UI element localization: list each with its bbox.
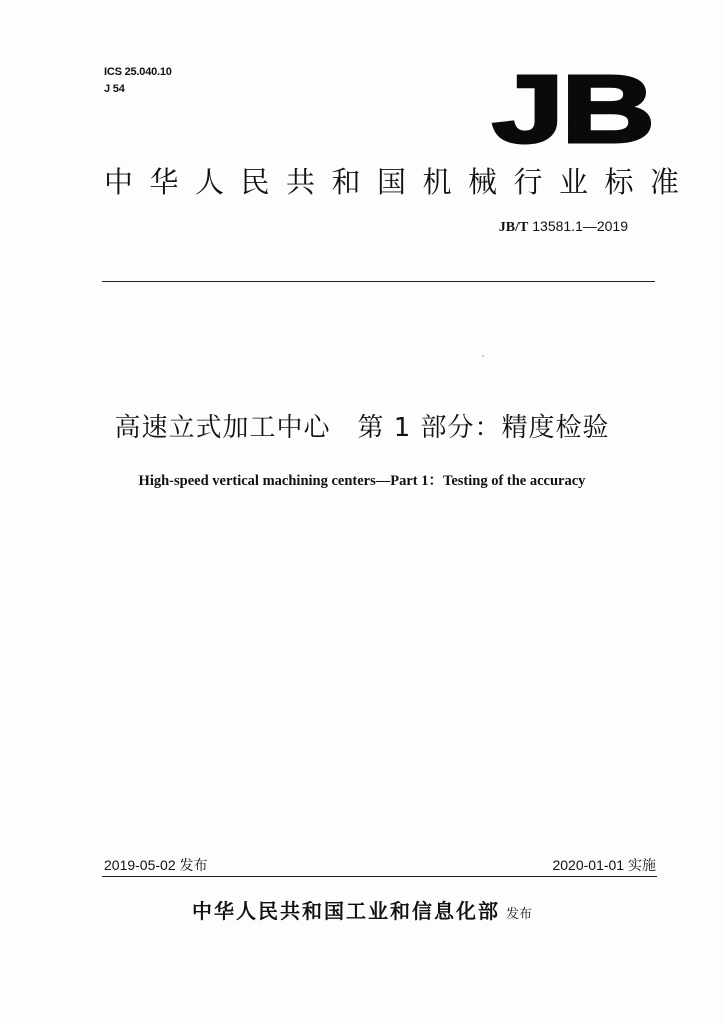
jb-logo: JB (492, 56, 653, 163)
ics-code: ICS 25.040.10 (104, 66, 172, 78)
document-title-english: High-speed vertical machining centers—Part 1：Testing of the accuracy (138, 473, 586, 489)
standard-number (499, 218, 628, 236)
standard-number-value: 13581.1—2019 (528, 218, 628, 234)
footer-divider (102, 876, 657, 877)
issuer-action: 发布 (505, 907, 532, 922)
issuer-name: 中华人民共和国工业和信息化部 (191, 899, 500, 923)
document-title-chinese: 高速立式加工中心 第 1 部分：精度检验 (114, 413, 610, 443)
classification-codes (104, 64, 172, 98)
standard-category-title: 中华人民共和国机械行业标准 (104, 165, 696, 199)
standard-number-prefix: JB/T (498, 220, 529, 235)
ccs-code: J 54 (104, 83, 125, 95)
header-divider (102, 281, 655, 282)
issuing-authority (0, 895, 724, 924)
scan-speck (482, 355, 484, 357)
implementation-date: 2020-01-01 实施 (552, 857, 656, 873)
issue-date: 2019-05-02 发布 (104, 857, 208, 873)
